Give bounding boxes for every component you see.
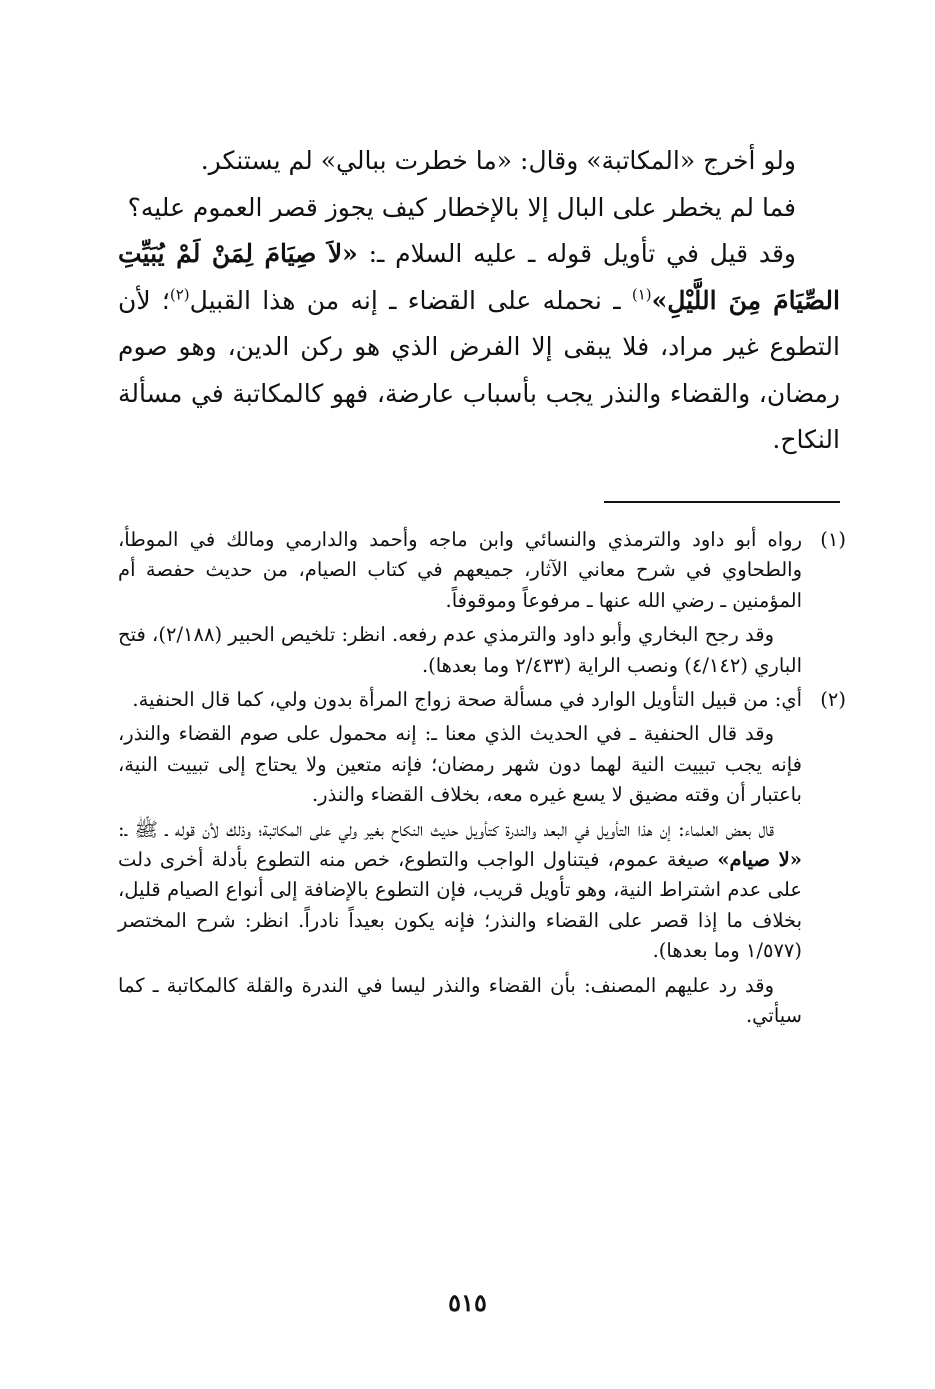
- main-line-1: ولو أخرج «المكاتبة» وقال: «ما خطرت ببالي» لم يستنكر.: [200, 146, 796, 175]
- footnote-2-text: أي: من قبيل التأويل الوارد في مسألة صحة زواج المرأة بدون ولي، كما قال الحنفية.: [132, 688, 802, 712]
- page-number: ٥١٥: [448, 1288, 487, 1317]
- main-text: [118, 138, 840, 464]
- para3-rest: ؛ لأن التطوع غير مراد، فلا يبقى إلا الفرض الذي هو ركن الدين، وهو صوم رمضان، والقضاء والنذر يجب بأسباب عارضة، فهو كالمكاتبة في مسألة النكاح.: [118, 285, 840, 454]
- footnote-2-quote: «لا صيام»: [717, 848, 802, 872]
- footnotes: [118, 525, 846, 1032]
- footnote-1-number: (١): [820, 528, 846, 551]
- footnote-2-number: (٢): [820, 688, 846, 712]
- hadith-quote: «لاَ صِيَامَ لِمَنْ لَمْ يُبَيِّتِ الصِّيَامَ مِنَ اللَّيْلِ»: [118, 239, 840, 315]
- footnote-2-paragraph-1: وقد قال الحنفية ـ في الحديث الذي معنا ـ: إنه محمول على صوم القضاء والنذر، فإنه يجب تبييت النية لهما دون شهر رمضان؛ فإنه متعين ولا يحتاج إلى تبييت النية، باعتبار أن وقته مضيق لا يسع غيره معه، بخلاف القضاء والنذر.: [118, 722, 802, 807]
- footnote-2-paragraph-3: وقد رد عليهم المصنف: بأن القضاء والنذر ليسا في الندرة والقلة كالمكاتبة ـ كما سيأتي.: [118, 973, 802, 1028]
- main-line-2: فما لم يخطر على البال إلا بالإخطار كيف يجوز قصر العموم عليه؟: [127, 192, 796, 222]
- footnote-2-paragraph-2: [118, 815, 846, 967]
- para3-intro: وقد قيل في تأويل قوله ـ عليه السلام ـ:: [357, 239, 797, 268]
- footnote-2-paragraph-2-b: صيغة عموم، فيتناول الواجب والتطوع، خص منه التطوع بأدلة أخرى دلت على عدم اشتراط النية، وهو تأويل قريب، فإن التطوع بالإضافة إلى أنواع الصيام قليل، بخلاف ما إذا قصر على القضاء والنذر؛ فإنه يكون بعيداً نادراً. انظر: شرح المختصر (١/٥٧٧ وما بعدها).: [118, 848, 802, 963]
- footnote-1: [118, 525, 846, 616]
- para3-mid: ـ نحمله على القضاء ـ إنه من هذا القبيل: [189, 285, 632, 315]
- footnote-2-paragraph-2-a: قال بعض العلماء: إن هذا التأويل في البعد والندرة كتأويل حديث النكاح بغير ولي على المكاتبة؛ وذلك لأن قوله ـ ﷺ ـ:: [118, 817, 774, 841]
- footnote-divider: [604, 501, 840, 503]
- footnote-2: [118, 685, 846, 715]
- main-paragraph-3: [118, 231, 840, 464]
- footnote-1-continuation: وقد رجح البخاري وأبو داود والترمذي عدم رفعه. انظر: تلخيص الحبير (٢/١٨٨)، فتح الباري (٤/١٤٢) ونصب الراية (٢/٤٣٣ وما بعدها).: [118, 623, 802, 677]
- footnote-ref-2[interactable]: (٢): [169, 285, 190, 304]
- footnote-ref-1[interactable]: (١): [631, 285, 652, 304]
- footnote-1-text: رواه أبو داود والترمذي والنسائي وابن ماجه وأحمد والدارمي ومالك في الموطأ، والطحاوي في شرح معاني الآثار، جميعهم في كتاب الصيام، من حديث حفصة أم المؤمنين ـ رضي الله عنها ـ مرفوعاً وموقوفاً.: [118, 528, 802, 612]
